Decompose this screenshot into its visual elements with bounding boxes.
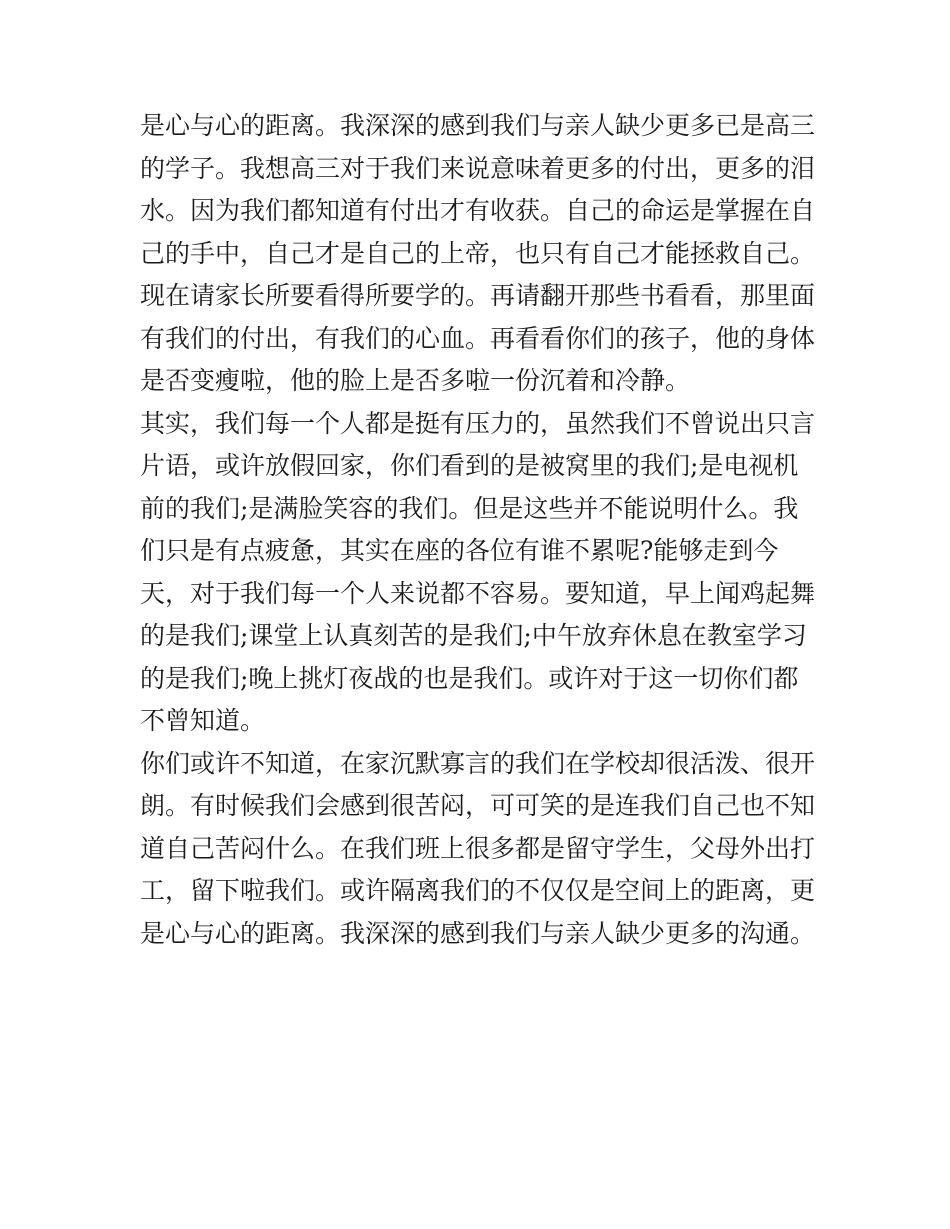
text-line: 是心与心的距离。我深深的感到我们与亲人缺少更多的沟通。: [140, 918, 816, 948]
text-line: 有我们的付出，有我们的心血。再看看你们的孩子，他的身体: [140, 323, 816, 353]
text-line: 朗。有时候我们会感到很苦闷，可可笑的是连我们自己也不知: [140, 791, 816, 820]
text-line: 现在请家长所要看得所要学的。再请翻开那些书看看，那里面: [140, 281, 816, 310]
text-line: 工，留下啦我们。或许隔离我们的不仅仅是空间上的距离，更: [140, 876, 816, 905]
text-line: 是否变瘦啦，他的脸上是否多啦一份沉着和冷静。: [140, 366, 691, 395]
text-line: 的是我们;晚上挑灯夜战的也是我们。或许对于这一切你们都: [140, 663, 799, 693]
text-line: 其实，我们每一个人都是挺有压力的，虽然我们不曾说出只言: [140, 408, 816, 438]
text-line: 的学子。我想高三对于我们来说意味着更多的付出，更多的泪: [140, 153, 816, 183]
text-line: 己的手中，自己才是自己的上帝，也只有自己才能拯救自己。: [140, 238, 816, 268]
text-line: 你们或许不知道，在家沉默寡言的我们在学校却很活泼、很开: [140, 748, 816, 778]
text-line: 天，对于我们每一个人来说都不容易。要知道，早上闻鸡起舞: [140, 578, 816, 608]
body-text: [140, 105, 840, 955]
text-line: 水。因为我们都知道有付出才有收获。自己的命运是掌握在自: [140, 196, 816, 225]
text-line: 是心与心的距离。我深深的感到我们与亲人缺少更多已是高三: [140, 111, 816, 140]
text-line: 不曾知道。: [140, 706, 266, 735]
text-line: 的是我们;课堂上认真刻苦的是我们;中午放弃休息在教室学习: [140, 621, 807, 650]
text-line: 道自己苦闷什么。在我们班上很多都是留守学生，父母外出打: [140, 833, 816, 863]
text-line: 前的我们;是满脸笑容的我们。但是这些并不能说明什么。我: [140, 493, 799, 523]
text-line: 片语，或许放假回家，你们看到的是被窝里的我们;是电视机: [140, 451, 799, 480]
text-line: 们只是有点疲惫，其实在座的各位有谁不累呢?能够走到今: [140, 536, 779, 565]
